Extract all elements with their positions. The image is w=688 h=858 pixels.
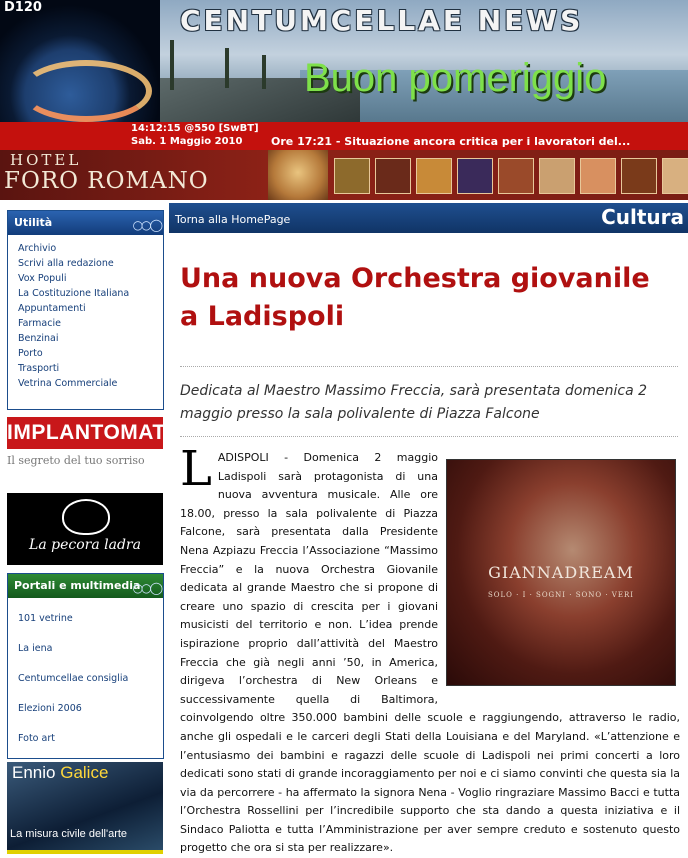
bubbles-icon: ○○◯ (132, 218, 161, 232)
ticker-headline[interactable]: Ore 17:21 - Situazione ancora critica per i lavoratori del... (271, 135, 631, 148)
page-code: D120 (4, 0, 42, 15)
utility-link[interactable]: Scrivi alla redazione (18, 258, 114, 269)
clock (131, 122, 259, 148)
news-ticker (0, 122, 688, 150)
portals-box-title: Portali e multimedia (14, 579, 141, 592)
hotel-thumbnail (621, 158, 657, 194)
article-text: ADISPOLI - Domenica 2 maggio Ladispoli sarà protagonista di una nuova avventura musicale. Alle ore 18.00, presso la sala polivalente di Piazza Falcone, sarà presentata dalla Presidente Nena Azpiazu Freccia l’Associazione “Massimo Freccia” e la nuova Orchestra Giovanile dedicata al grande Maestro che si propone di creare uno spazio di crescita per i giovani musicisti del territorio e non. L’idea prende ispirazione proprio dall’attività del Maestro Freccia che già negli anni ’50, in America, dirigeva l’orchestra di New Orleans e successivamente quella di Baltimora, coinvolgendo oltre 350.000 bambini delle scuole e raggiungendo, attraverso le radio, anche gli ospedali e le carceri degli Stati della Louisiana e del Maryland. «L’attenzione e l’entusiasmo dei bambini e ragazzi delle scuole di Ladispoli nei primi concerti a loro dedicati sono stati di grande incoraggiamento per noi e ci siamo convinti che questa sia la via da percorrere - ha affermato la signora Nena - Voglio ringraziare Massimo Bacci e tutta l’Orchestra Rossellini per l’incredibile supporto che sta dando a questa iniziativa e il Sindaco Paliotta e tutta l’Amministrazione per aver sempre creduto e sostenuto questo progetto che ora si sta per realizzare». (180, 451, 680, 855)
portal-link[interactable]: Elezioni 2006 (18, 703, 82, 714)
bubbles-icon: ○○◯ (132, 581, 161, 595)
site-header (0, 0, 688, 200)
pecora-ladra-text: La pecora ladra (29, 537, 141, 553)
hotel-thumbnail (498, 158, 534, 194)
mask-image (268, 150, 328, 200)
utility-link[interactable]: Porto (18, 348, 43, 359)
utility-links (8, 235, 163, 395)
time-line: 14:12:15 @550 [SwBT] (131, 123, 259, 134)
hotel-label: HOTEL (10, 151, 82, 169)
header-banner (0, 0, 688, 122)
home-link[interactable]: Torna alla HomePage (175, 213, 291, 226)
portal-link[interactable]: La iena (18, 643, 53, 654)
portal-link[interactable]: Foto art (18, 733, 55, 744)
hotel-thumbnail (457, 158, 493, 194)
galice-last-name: Galice (60, 763, 109, 782)
album-title: GIANNADREAM (488, 563, 634, 582)
section-title: Cultura (601, 205, 684, 229)
greeting-text: Buon pomeriggio (304, 56, 607, 100)
utility-link[interactable]: Vox Populi (18, 273, 67, 284)
utility-link[interactable]: Vetrina Commerciale (18, 378, 118, 389)
utility-box-title: Utilità (14, 216, 53, 229)
portal-links (8, 598, 163, 758)
article-subtitle: Dedicata al Maestro Massimo Freccia, sarà presentata domenica 2 maggio presso la sala polivalente di Piazza Falcone (180, 383, 648, 422)
light-swirl (20, 60, 152, 122)
hotel-ad-banner[interactable] (0, 150, 688, 200)
utility-box (7, 210, 164, 410)
galice-name (12, 763, 108, 783)
utility-link[interactable]: Farmacie (18, 318, 61, 329)
portals-box-header (8, 574, 163, 598)
date-line: Sab. 1 Maggio 2010 (131, 136, 243, 147)
palm-tree (262, 55, 266, 89)
utility-link[interactable]: Appuntamenti (18, 303, 86, 314)
palm-tree (170, 40, 174, 90)
pecora-ladra-ad[interactable] (7, 493, 163, 565)
site-title[interactable]: CENTUMCELLAE NEWS (180, 4, 584, 37)
hotel-thumbnail (416, 158, 452, 194)
palm-tree (225, 48, 229, 88)
galice-tagline: La misura civile dell'arte (10, 828, 128, 840)
sheep-icon (62, 499, 110, 535)
section-bar (169, 203, 688, 233)
album-subtitle: SOLO · I · SOGNI · SONO · VERI (487, 591, 634, 599)
globe-image (0, 0, 160, 122)
utility-link[interactable]: Benzinai (18, 333, 59, 344)
portal-link[interactable]: 101 vetrine (18, 613, 73, 624)
article-body (180, 441, 680, 858)
portal-link[interactable]: Centumcellae consiglia (18, 673, 129, 684)
hotel-thumbnail (662, 158, 688, 194)
ennio-galice-ad[interactable] (7, 762, 163, 854)
album-cover-image (446, 459, 676, 686)
divider (180, 436, 678, 437)
implantomat-logo: IMPLANTOMAT (7, 417, 163, 449)
utility-link[interactable]: Archivio (18, 243, 57, 254)
utility-link[interactable]: La Costituzione Italiana (18, 288, 130, 299)
hotel-thumbnail (539, 158, 575, 194)
implantomat-ad[interactable] (7, 417, 166, 477)
utility-box-header (8, 211, 163, 235)
hotel-thumbnail (375, 158, 411, 194)
article-title: Una nuova Orchestra giovanile a Ladispoli (180, 263, 650, 332)
galice-first-name: Ennio (12, 763, 56, 782)
divider (180, 366, 678, 367)
drop-cap: L (180, 441, 212, 497)
hotel-thumbnail (580, 158, 616, 194)
hotel-thumbnail (334, 158, 370, 194)
implantomat-tagline: Il segreto del tuo sorriso (7, 454, 145, 467)
utility-link[interactable]: Trasporti (18, 363, 60, 374)
portals-box (7, 573, 164, 759)
hotel-name: FORO ROMANO (4, 168, 209, 194)
